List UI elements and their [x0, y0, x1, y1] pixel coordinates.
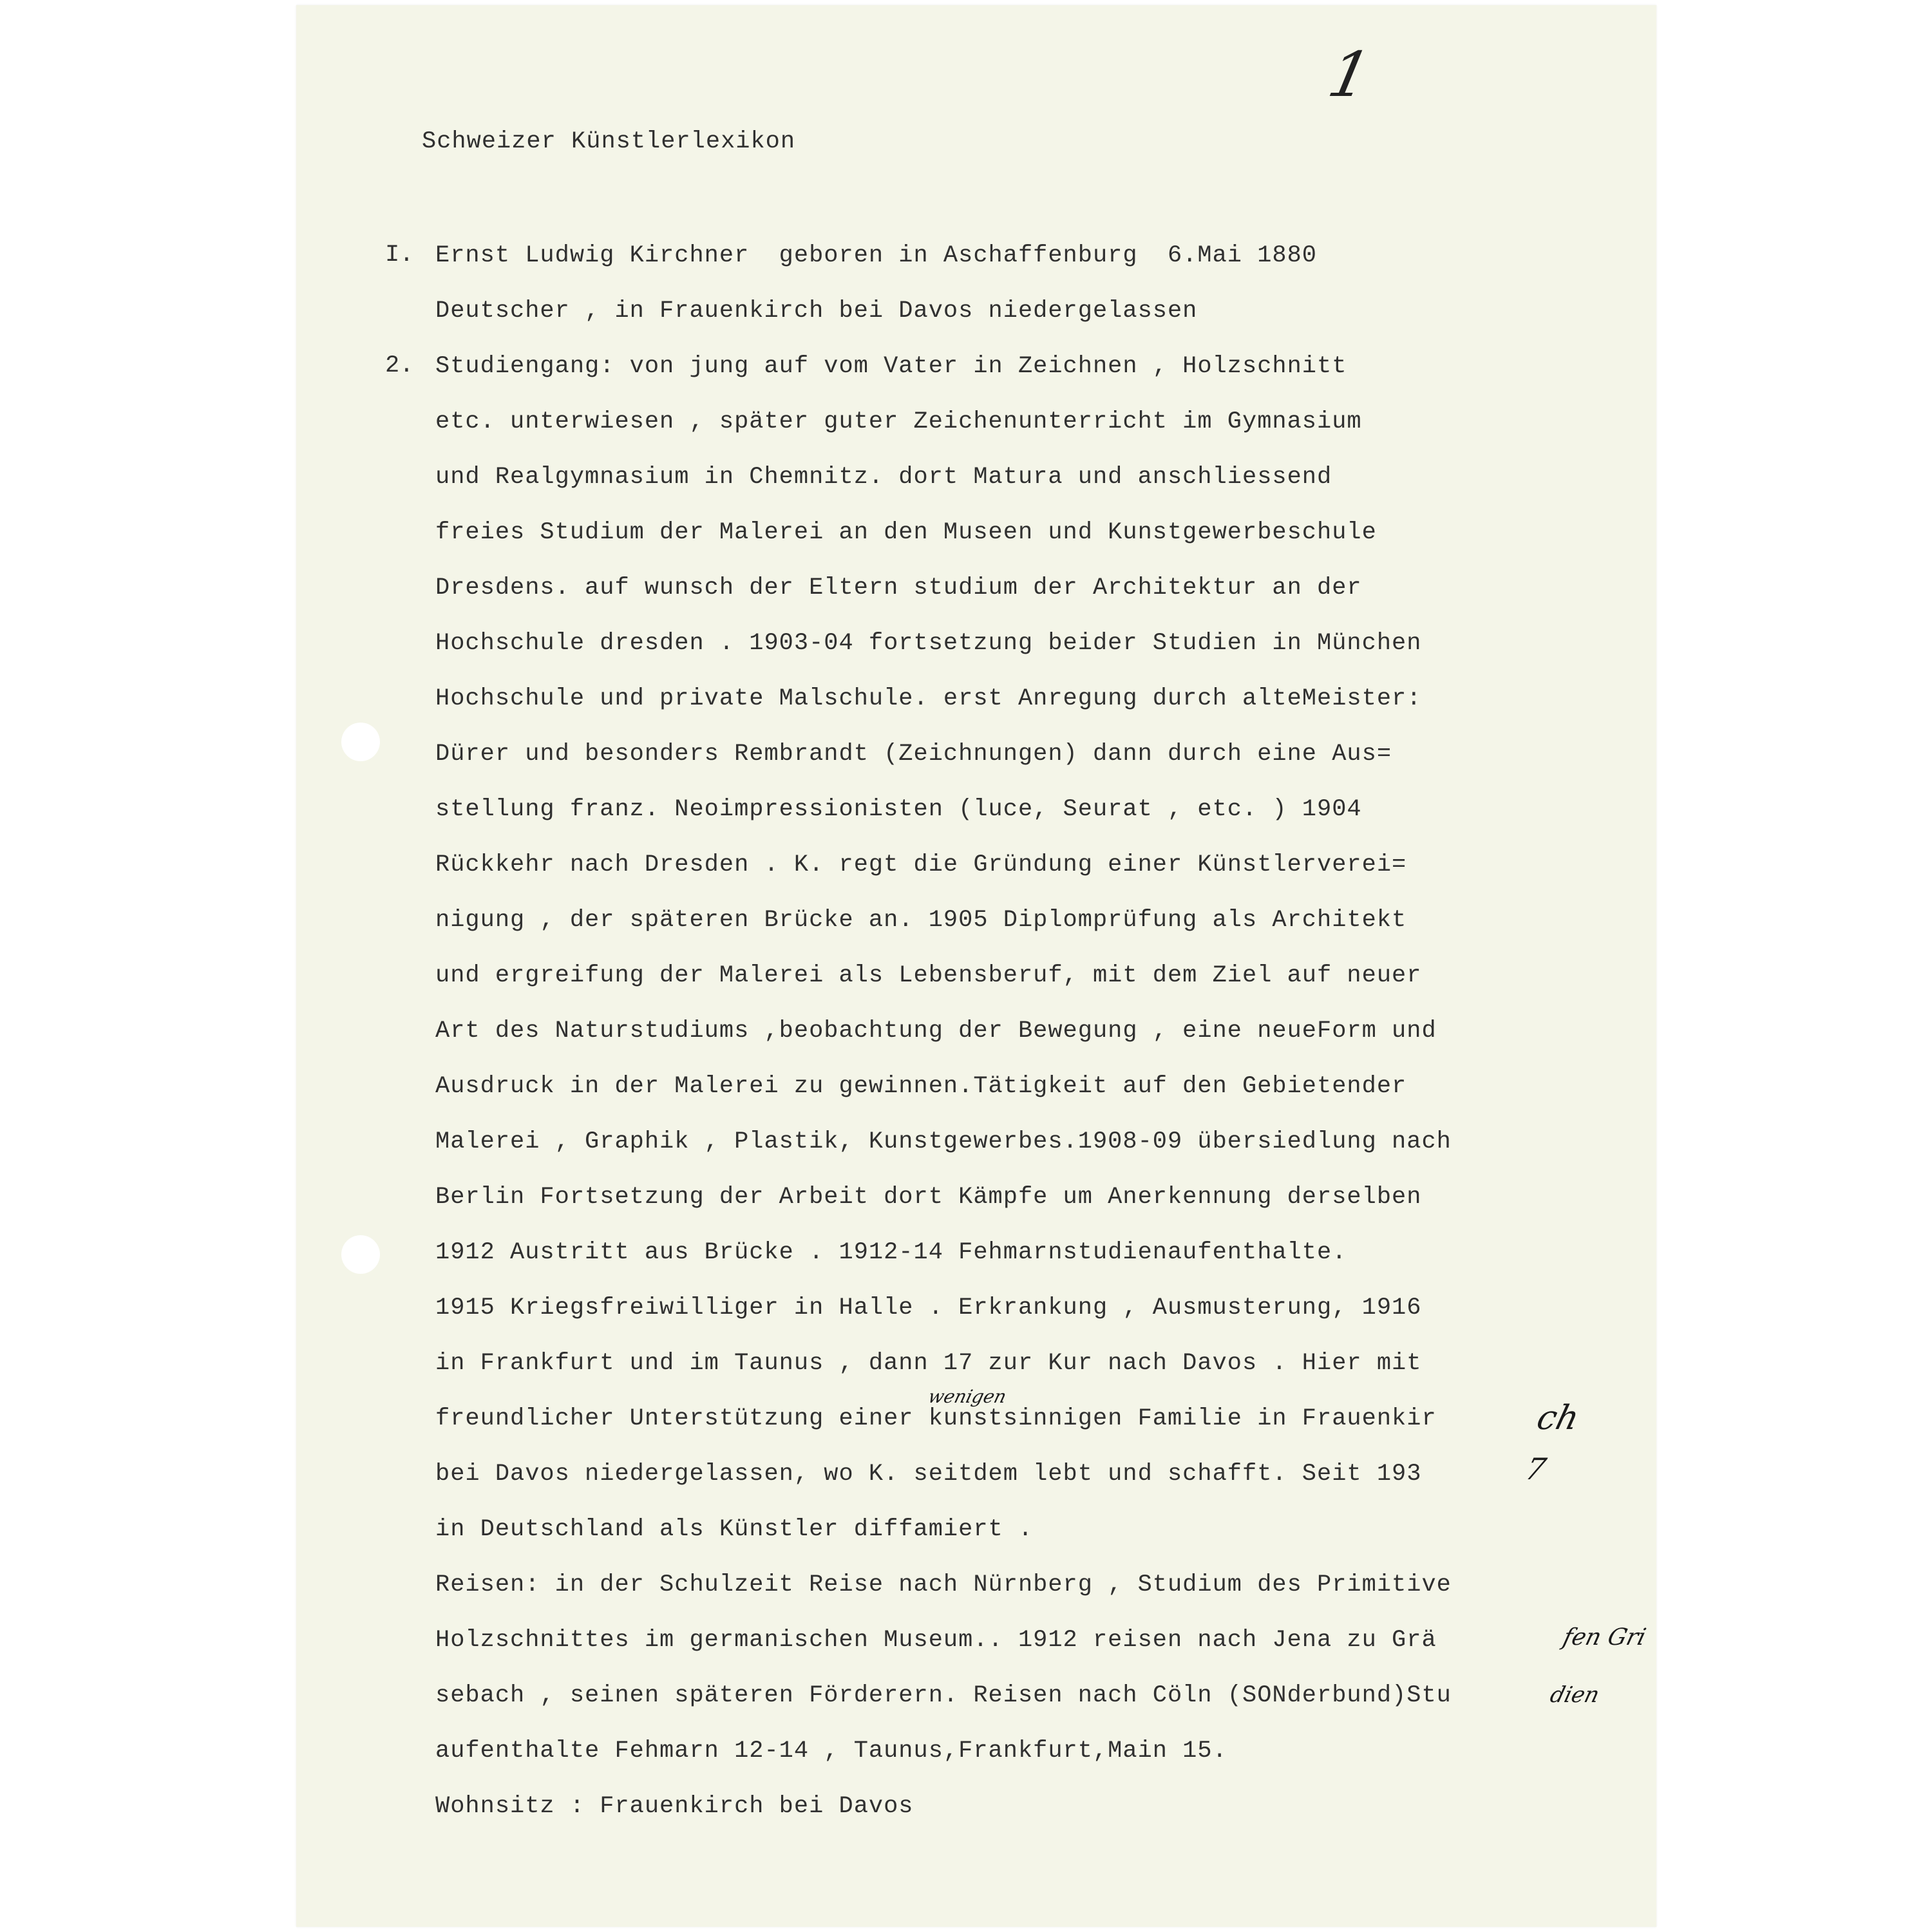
text-line: und ergreifung der Malerei als Lebensberuf, mit dem Ziel auf neuer	[435, 962, 1422, 989]
item-number: I.	[385, 242, 414, 269]
punch-hole	[341, 1235, 380, 1274]
text-line: freundlicher Unterstützung einer kunstsinnigen Familie in Frauenkir	[435, 1405, 1437, 1432]
document-title: Schweizer Künstlerlexikon	[422, 128, 796, 155]
text-line: Reisen: in der Schulzeit Reise nach Nürnberg , Studium des Primitive	[435, 1571, 1452, 1598]
punch-hole	[341, 723, 380, 761]
text-line: Berlin Fortsetzung der Arbeit dort Kämpfe um Anerkennung derselben	[435, 1184, 1422, 1211]
text-line: etc. unterwiesen , später guter Zeichenunterricht im Gymnasium	[435, 408, 1362, 435]
text-line: Ausdruck in der Malerei zu gewinnen.Tätigkeit auf den Gebietender	[435, 1073, 1407, 1100]
handwritten-correction: 7	[1522, 1452, 1550, 1486]
page-number: 1	[1322, 39, 1377, 111]
handwritten-correction: ch	[1533, 1399, 1584, 1437]
text-line: sebach , seinen späteren Förderern. Reisen nach Cöln (SONderbund)Stu	[435, 1682, 1452, 1709]
handwritten-correction: dien	[1548, 1682, 1602, 1708]
text-line: Ernst Ludwig Kirchner geboren in Aschaffenburg 6.Mai 1880	[435, 242, 1318, 269]
text-line: und Realgymnasium in Chemnitz. dort Matura und anschliessend	[435, 464, 1332, 491]
handwritten-correction: fen Gri	[1560, 1624, 1649, 1651]
text-line: Rückkehr nach Dresden . K. regt die Gründung einer Künstlerverei=	[435, 851, 1407, 878]
text-line: aufenthalte Fehmarn 12-14 , Taunus,Frankfurt,Main 15.	[435, 1738, 1227, 1765]
text-line: Holzschnittes im germanischen Museum.. 1912 reisen nach Jena zu Grä	[435, 1627, 1437, 1654]
text-line: in Deutschland als Künstler diffamiert .	[435, 1516, 1034, 1543]
text-line: Art des Naturstudiums ,beobachtung der Bewegung , eine neueForm und	[435, 1018, 1437, 1045]
text-line: Malerei , Graphik , Plastik, Kunstgewerbes.1908-09 übersiedlung nach	[435, 1128, 1452, 1155]
item-number: 2.	[385, 352, 414, 379]
text-line: freies Studium der Malerei an den Museen und Kunstgewerbeschule	[435, 519, 1377, 546]
text-line: Dresdens. auf wunsch der Eltern studium der Architektur an der	[435, 574, 1362, 601]
text-line: Wohnsitz : Frauenkirch bei Davos	[435, 1793, 914, 1820]
text-line: nigung , der späteren Brücke an. 1905 Diplomprüfung als Architekt	[435, 907, 1407, 934]
text-line: 1912 Austritt aus Brücke . 1912-14 Fehmarnstudienaufenthalte.	[435, 1239, 1347, 1266]
text-line: bei Davos niedergelassen, wo K. seitdem lebt und schafft. Seit 193	[435, 1461, 1422, 1488]
text-line: in Frankfurt und im Taunus , dann 17 zur Kur nach Davos . Hier mit	[435, 1350, 1422, 1377]
text-line: Hochschule dresden . 1903-04 fortsetzung beider Studien in München	[435, 630, 1422, 657]
text-line: 1915 Kriegsfreiwilliger in Halle . Erkrankung , Ausmusterung, 1916	[435, 1294, 1422, 1321]
text-line: stellung franz. Neoimpressionisten (luce, Seurat , etc. ) 1904	[435, 796, 1362, 823]
text-line: Hochschule und private Malschule. erst Anregung durch alteMeister:	[435, 685, 1422, 712]
text-line: Deutscher , in Frauenkirch bei Davos niedergelassen	[435, 298, 1198, 325]
text-line: Studiengang: von jung auf vom Vater in Zeichnen , Holzschnitt	[435, 353, 1347, 380]
text-line: Dürer und besonders Rembrandt (Zeichnungen) dann durch eine Aus=	[435, 741, 1392, 768]
handwritten-insertion: wenigen	[925, 1386, 1009, 1407]
